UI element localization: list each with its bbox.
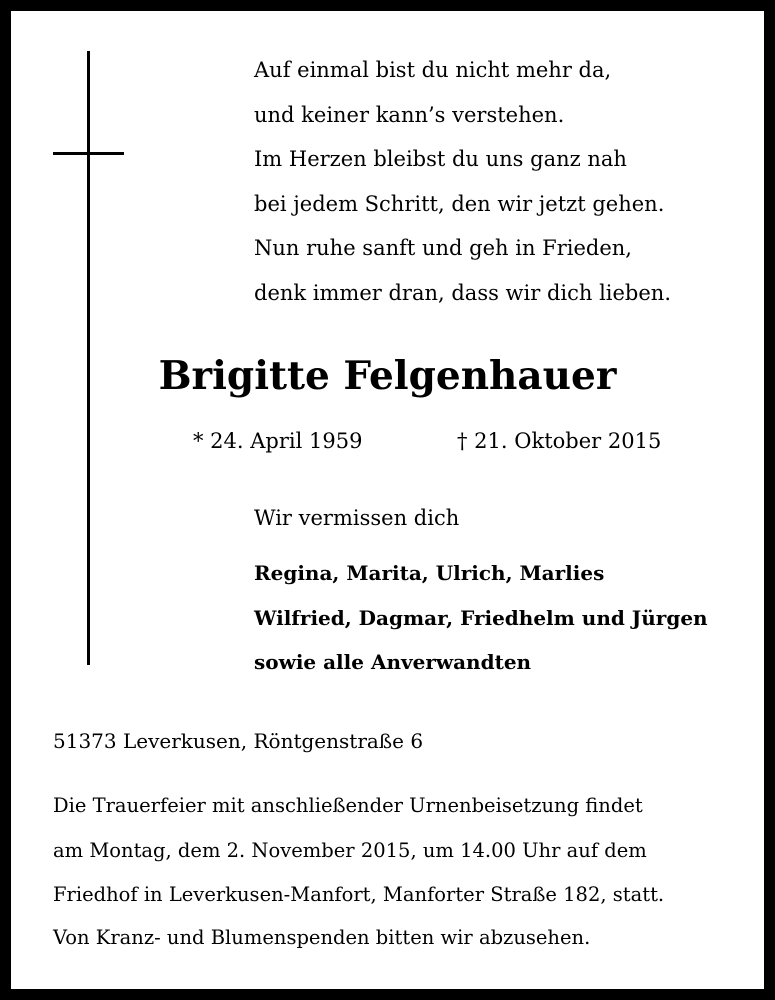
miss-you-line: Wir vermissen dich bbox=[254, 506, 460, 530]
birth-date: * 24. April 1959 bbox=[193, 429, 363, 453]
memorial-poem bbox=[254, 48, 671, 316]
poem-line: und keiner kann’s verstehen. bbox=[254, 102, 565, 127]
mourners-line: Regina, Marita, Ulrich, Marlies bbox=[254, 561, 605, 585]
mourners-list bbox=[254, 551, 708, 685]
flowers-note: Von Kranz- und Blumenspenden bitten wir abzusehen. bbox=[53, 926, 591, 949]
poem-line: denk immer dran, dass wir dich lieben. bbox=[254, 280, 672, 305]
ceremony-line: Friedhof in Leverkusen-Manfort, Manforter Straße 182, statt. bbox=[53, 883, 665, 906]
family-address: 51373 Leverkusen, Röntgenstraße 6 bbox=[53, 729, 424, 753]
ceremony-line: Die Trauerfeier mit anschließender Urnenbeisetzung findet bbox=[53, 794, 643, 817]
ceremony-details bbox=[53, 784, 664, 918]
cross-icon-horizontal-bar bbox=[53, 152, 124, 155]
poem-line: Auf einmal bist du nicht mehr da, bbox=[254, 58, 612, 82]
mourners-line: Wilfried, Dagmar, Friedhelm und Jürgen bbox=[254, 605, 708, 630]
death-date: † 21. Oktober 2015 bbox=[457, 429, 662, 453]
mourners-line: sowie alle Anverwandten bbox=[254, 650, 532, 674]
deceased-name: Brigitte Felgenhauer bbox=[158, 353, 617, 399]
poem-line: Im Herzen bleibst du uns ganz nah bbox=[254, 147, 627, 172]
poem-line: bei jedem Schritt, den wir jetzt gehen. bbox=[254, 191, 665, 216]
ceremony-line: am Montag, dem 2. November 2015, um 14.00 Uhr auf dem bbox=[53, 838, 647, 862]
poem-line: Nun ruhe sanft und geh in Frieden, bbox=[254, 236, 632, 261]
